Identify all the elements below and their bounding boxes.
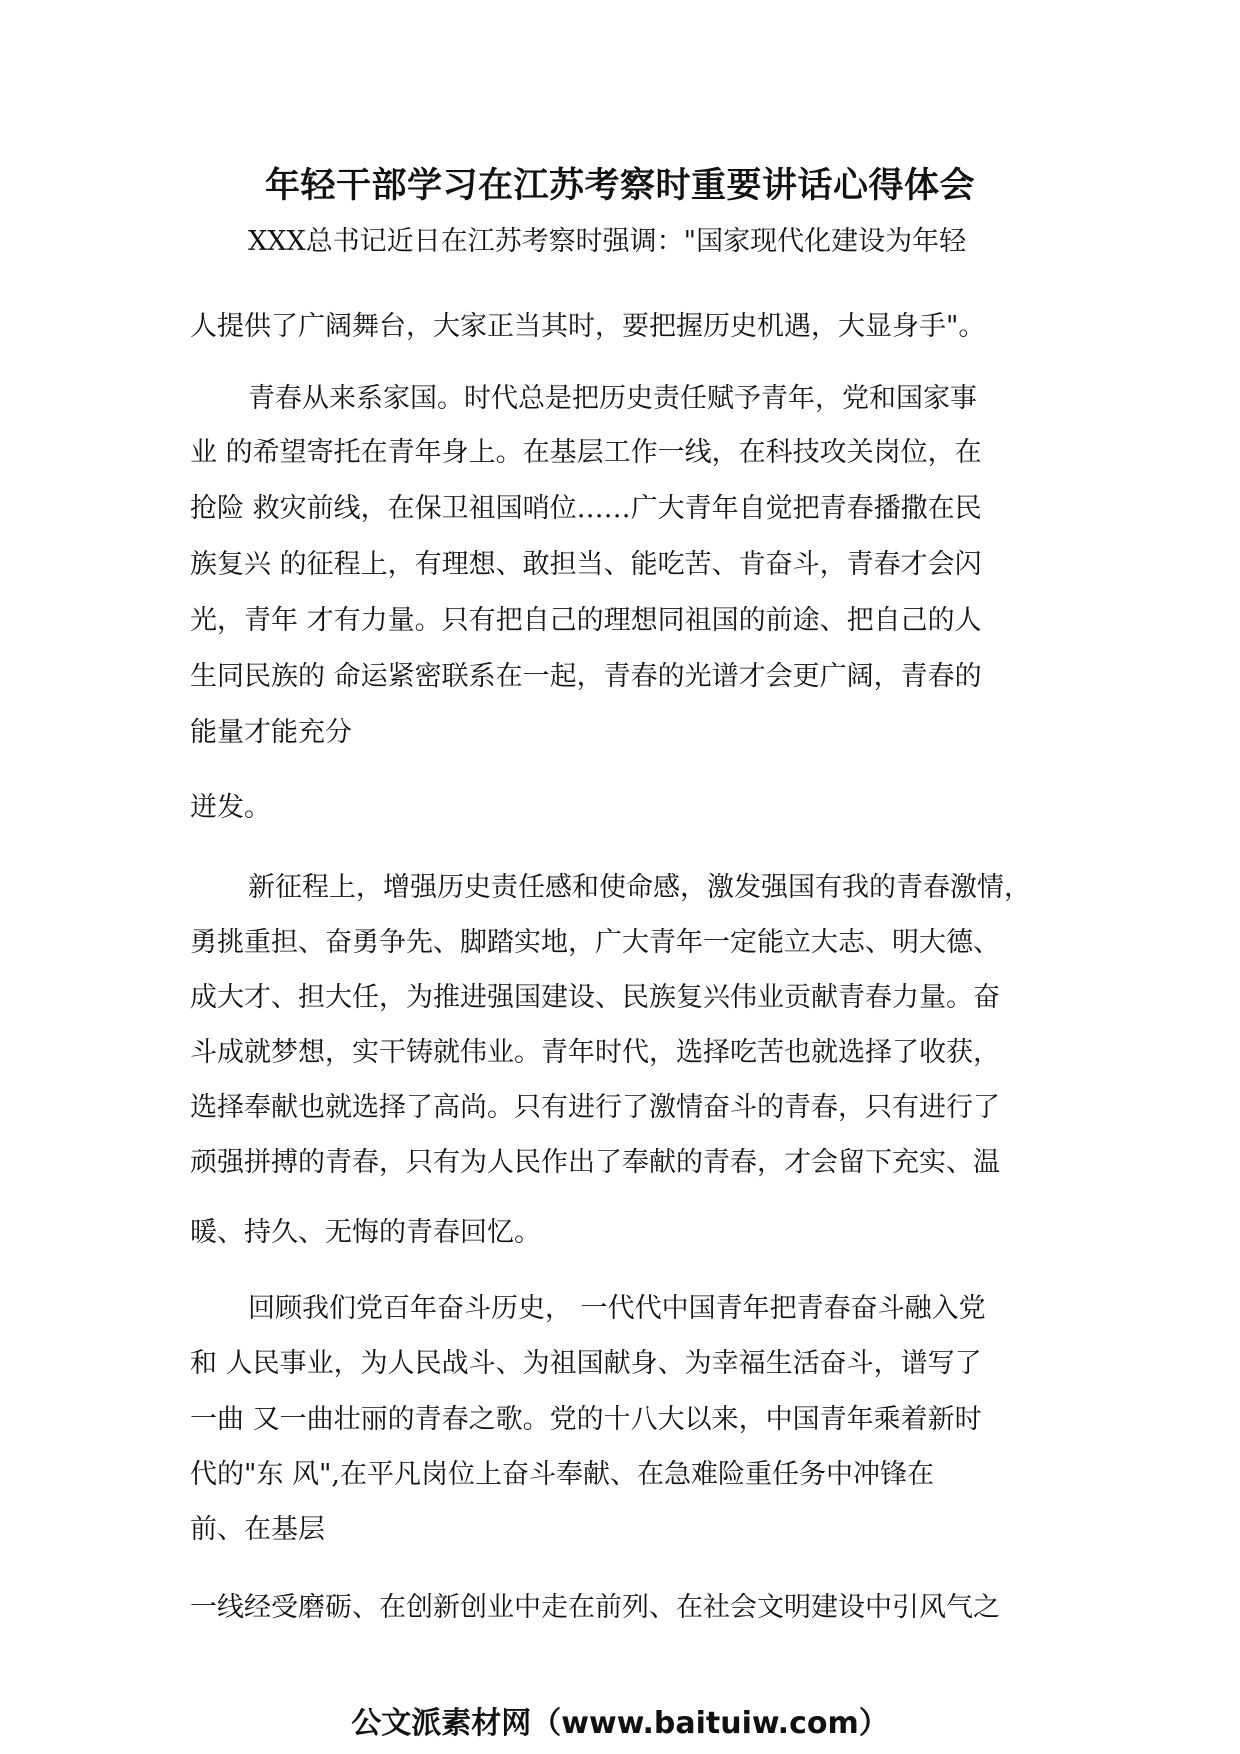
body-line: 代的"东 风",在平凡岗位上奋斗奉献、在急难险重任务中冲锋在 bbox=[190, 1459, 935, 1490]
body-line: 回顾我们党百年奋斗历史， 一代代中国青年把青春奋斗融入党 bbox=[248, 1293, 986, 1324]
body-line: 一线经受磨砺、在创新创业中走在前列、在社会文明建设中引风气之 bbox=[190, 1592, 1000, 1623]
body-line: 光，青年 才有力量。只有把自己的理想同祖国的前途、把自己的人 bbox=[190, 605, 982, 636]
body-line: 生同民族的 命运紧密联系在一起，青春的光谱才会更广阔，青春的 bbox=[190, 661, 982, 692]
body-line: 能量才能充分 bbox=[190, 717, 352, 748]
body-line: 暖、持久、无悔的青春回忆。 bbox=[190, 1217, 541, 1248]
body-line: 业 的希望寄托在青年身上。在基层工作一线，在科技攻关岗位，在 bbox=[190, 437, 982, 468]
body-line: 前、在基层 bbox=[190, 1514, 325, 1545]
footer-watermark: 公文派素材网（www.baituiw.com） bbox=[351, 1706, 889, 1741]
body-line: 人提供了广阔舞台，大家正当其时，要把握历史机遇，大显身手"。 bbox=[190, 311, 986, 342]
body-line: 斗成就梦想，实干铸就伟业。青年时代，选择吃苦也就选择了收获， bbox=[190, 1037, 1000, 1068]
body-line: 顽强拼搏的青春，只有为人民作出了奉献的青春，才会留下充实、温 bbox=[190, 1147, 1000, 1178]
body-line: 青春从来系家国。时代总是把历史责任赋予青年，党和国家事 bbox=[248, 383, 977, 414]
document-title: 年轻干部学习在江苏考察时重要讲话心得体会 bbox=[264, 166, 975, 206]
body-line: 一曲 又一曲壮丽的青春之歌。党的十八大以来，中国青年乘着新时 bbox=[190, 1404, 982, 1435]
body-line: 和 人民事业，为人民战斗、为祖国献身、为幸福生活奋斗，谱写了 bbox=[190, 1348, 982, 1379]
body-line: 勇挑重担、奋勇争先、脚踏实地，广大青年一定能立大志、明大德、 bbox=[190, 927, 1000, 958]
body-line: 选择奉献也就选择了高尚。只有进行了激情奋斗的青春，只有进行了 bbox=[190, 1092, 1000, 1123]
body-line: XXX总书记近日在江苏考察时强调："国家现代化建设为年轻 bbox=[248, 226, 967, 257]
body-line: 族复兴 的征程上，有理想、敢担当、能吃苦、肯奋斗，青春才会闪 bbox=[190, 549, 982, 580]
body-line: 抢险 救灾前线，在保卫祖国哨位……广大青年自觉把青春播撒在民 bbox=[190, 493, 982, 524]
body-line: 新征程上，增强历史责任感和使命感，激发强国有我的青春激情， bbox=[248, 872, 1031, 903]
body-line: 迸发。 bbox=[190, 792, 271, 823]
body-line: 成大才、担大任，为推进强国建设、民族复兴伟业贡献青春力量。奋 bbox=[190, 982, 1000, 1013]
